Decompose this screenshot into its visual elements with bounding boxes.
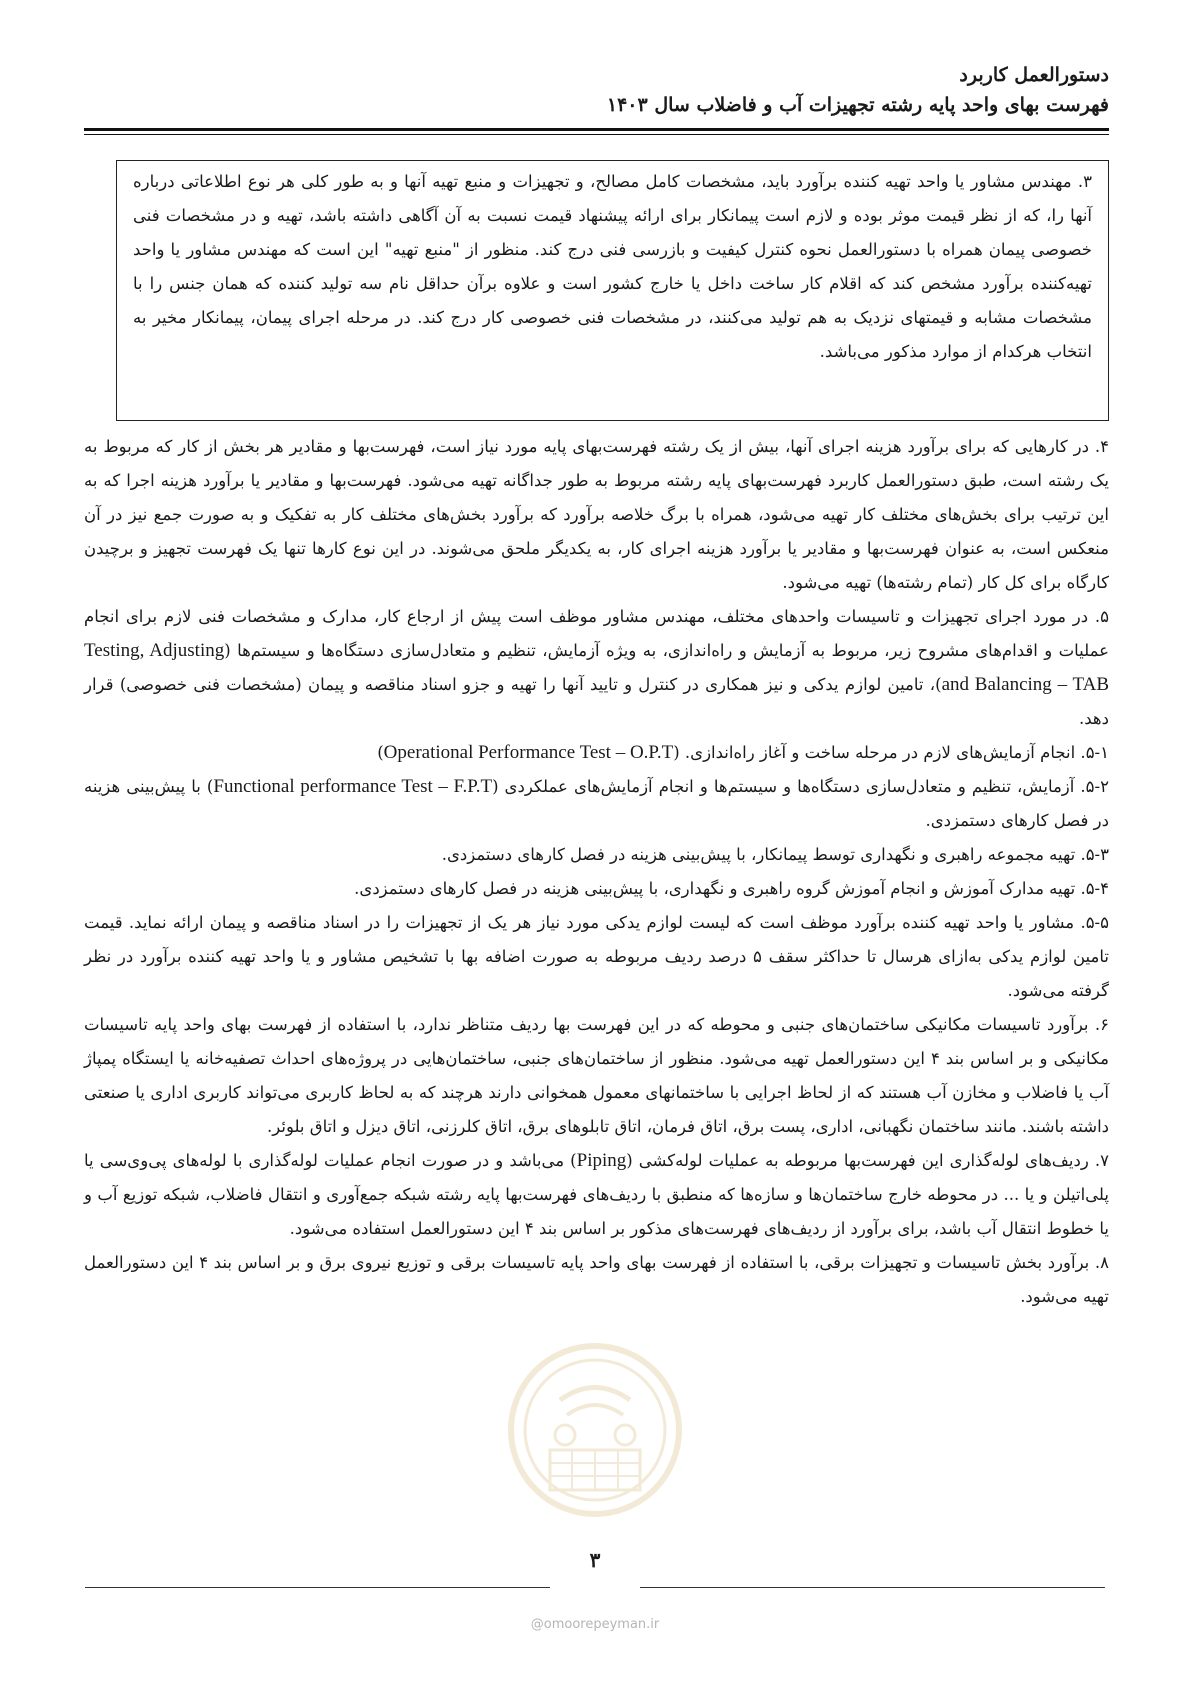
website-watermark: @omoorepeyman.ir xyxy=(530,1617,660,1632)
paragraph-3: ۳. مهندس مشاور یا واحد تهیه کننده برآورد باید، مشخصات کامل مصالح، و تجهیزات و منبع تهیه آنها و به طور کلی هر نوع اطلاعاتی درباره آنها را، که از نظر قیمت موثر بوده و لازم است پیمانکار برای ارائه پیشنهاد قیمت نسبت به آن آگاهی داشته باشد، تهیه و در مشخصات فنی خصوصی پیمان همراه با دستورالعمل نحوه کنترل کیفیت و بازرسی فنی درج کند. منظور از "منبع تهیه" این است که مهندس مشاور یا واحد تهیه‌کننده برآورد مشخص کند که اقلام کار ساخت داخل یا خارج کشور است و علاوه برآن حداقل نام سه تولید کننده که همان جنس را با مشخصات مشابه و قیمتهای نزدیک به هم تولید می‌کنند، در مشخصات فنی خصوصی کار درج کند. در مرحله اجرای پیمان، پیمانکار مخیر به انتخاب هرکدام از موارد مذکور می‌باشد. xyxy=(133,172,1092,361)
footer-rule-left xyxy=(85,1587,550,1588)
paragraph-5-4: ۵-۴. تهیه مدارک آموزش و انجام آموزش گروه راهبری و نگهداری، با پیش‌بینی هزینه در فصل کارهای دستمزدی. xyxy=(354,879,1109,898)
paragraph-5-5: ۵-۵. مشاور یا واحد تهیه کننده برآورد موظف است که لیست لوازم یدکی مورد نیاز هر یک از تجهیزات را در اسناد مناقصه و پیمان ارائه نماید. قیمت تامین لوازم یدکی به‌ازای هرسال تا حداکثر سقف ۵ درصد ردیف مربوطه به صورت اضافه بها با تشخیص مشاور و یا واحد تهیه کننده برآورد در نظر گرفته می‌شود. xyxy=(84,913,1109,1000)
footer-rule-right xyxy=(640,1587,1105,1588)
header-title: دستورالعمل کاربرد xyxy=(959,64,1109,86)
header-rule-thick xyxy=(84,128,1109,131)
boxed-paragraph-3 xyxy=(116,160,1109,421)
watermark-logo-icon xyxy=(505,1340,685,1520)
header-subtitle: فهرست بهای واحد پایه رشته تجهیزات آب و فاضلاب سال ۱۴۰۳ xyxy=(606,94,1109,116)
paragraph-5 xyxy=(84,600,1109,736)
paragraph-5-latin: Testing, Adjusting and Balancing – TAB xyxy=(84,640,1109,695)
page-number: ۳ xyxy=(589,1548,601,1572)
paragraph-7 xyxy=(84,1144,1109,1246)
paragraph-5-2-latin: Functional performance Test – F.P.T xyxy=(213,776,493,797)
paragraph-5-2-text-b: ) با پیش‌بینی هزینه در فصل کارهای دستمزدی. xyxy=(84,777,1109,830)
paragraph-7-text-a: ۷. ردیف‌های لوله‌گذاری این فهرست‌بها مربوطه به عملیات لوله‌کشی ( xyxy=(626,1151,1110,1170)
paragraph-5-3: ۵-۳. تهیه مجموعه راهبری و نگهداری توسط پیمانکار، با پیش‌بینی هزینه در فصل کارهای دستمزدی. xyxy=(441,845,1109,864)
document-body xyxy=(84,430,1109,1314)
paragraph-7-latin: Piping xyxy=(576,1150,627,1171)
paragraph-4: ۴. در کارهایی که برای برآورد هزینه اجرای آنها، بیش از یک رشته فهرست‌بهای پایه مورد نیاز است، فهرست‌بها و مقادیر هر بخش از کار که مربوط به یک رشته است، طبق دستورالعمل کاربرد فهرست‌بهای پایه رشته مربوط به طور جداگانه تهیه می‌شود. فهرست‌بها و مقادیر یا برآورد هزینه اجرا که به این ترتیب برای بخش‌های مختلف کار تهیه می‌شود، همراه با برگ خلاصه برآورد که برآورد بخش‌های مختلف کار به تفکیک و به صورت جمع نیز در آن منعکس است، به عنوان فهرست‌بها و مقادیر یا برآورد هزینه اجرای کار، به یکدیگر ملحق می‌شوند. در این نوع کارها تنها یک فهرست تجهیز و برچیدن کارگاه برای کل کار (تمام رشته‌ها) تهیه می‌شود. xyxy=(84,437,1109,592)
header-rule-thin xyxy=(84,134,1109,135)
paragraph-5-text-a: ۵. در مورد اجرای تجهیزات و تاسیسات واحدهای مختلف، مهندس مشاور موظف است پیش از ارجاع کار، مدارک و مشخصات فنی لازم برای انجام عملیات و اقدام‌های مشروح زیر، مربوط به آزمایش و راه‌اندازی، به ویژه آزمایش، تنظیم و متعادل‌سازی دستگاه‌ها و سیستم‌ها ( xyxy=(84,607,1109,660)
paragraph-5-text-b: )، تامین لوازم یدکی و نیز همکاری در کنترل و تایید آنها را تهیه و جزو اسناد مناقصه و پیمان (مشخصات فنی خصوصی) قرار دهد. xyxy=(84,675,1109,728)
paragraph-5-1-text-a: ۵-۱. انجام آزمایش‌های لازم در مرحله ساخت و آغاز راه‌اندازی. ( xyxy=(673,743,1109,762)
page-header xyxy=(84,60,1109,120)
paragraph-6: ۶. برآورد تاسیسات مکانیکی ساختمان‌های جنبی و محوطه که در این فهرست بها ردیف متناظر ندارد، با استفاده از فهرست بهای واحد پایه تاسیسات مکانیکی و بر اساس بند ۴ این دستورالعمل تهیه می‌شود. منظور از ساختمان‌های جنبی، ساختمان‌هایی در پروژه‌های احداث تصفیه‌خانه یا ایستگاه پمپاژ آب یا فاضلاب و مخازن آب هستند که از لحاظ اجرایی با ساختمانهای معمول همخوانی دارند هرچند که به لحاظ کاربری می‌تواند کاربری اداری یا صنعتی داشته باشند. مانند ساختمان نگهبانی، اداری، پست برق، اتاق فرمان، اتاق تابلوهای برق، اتاق کلرزنی، اتاق دیزل و اتاق بلوئر. xyxy=(84,1015,1109,1136)
paragraph-8: ۸. برآورد بخش تاسیسات و تجهیزات برقی، با استفاده از فهرست بهای واحد پایه تاسیسات برقی و توزیع نیروی برق و بر اساس بند ۴ این دستورالعمل تهیه می‌شود. xyxy=(84,1253,1109,1306)
paragraph-5-1-latin: Operational Performance Test – O.P.T xyxy=(383,742,674,763)
paragraph-5-1-text-b: ) xyxy=(377,743,384,762)
paragraph-5-2-text-a: ۵-۲. آزمایش، تنظیم و متعادل‌سازی دستگاه‌ها و سیستم‌ها و انجام آزمایش‌های عملکردی ( xyxy=(492,777,1109,796)
paragraph-5-2 xyxy=(84,770,1109,838)
paragraph-5-1 xyxy=(84,736,1109,770)
paragraph-7-text-b: ) می‌باشد و در صورت انجام عملیات لوله‌گذاری با لوله‌های پی‌وی‌سی یا پلی‌اتیلن و یا ... در محوطه خارج ساختمان‌ها و سازه‌ها که منطبق با ردیف‌های فهرست‌بها پایه رشته شبکه جمع‌آوری و انتقال فاضلاب، شبکه توزیع آب و یا خطوط انتقال آب باشد، برای برآورد از ردیف‌های فهرست‌های مذکور بر اساس بند ۴ این دستورالعمل استفاده می‌شود. xyxy=(84,1151,1109,1238)
